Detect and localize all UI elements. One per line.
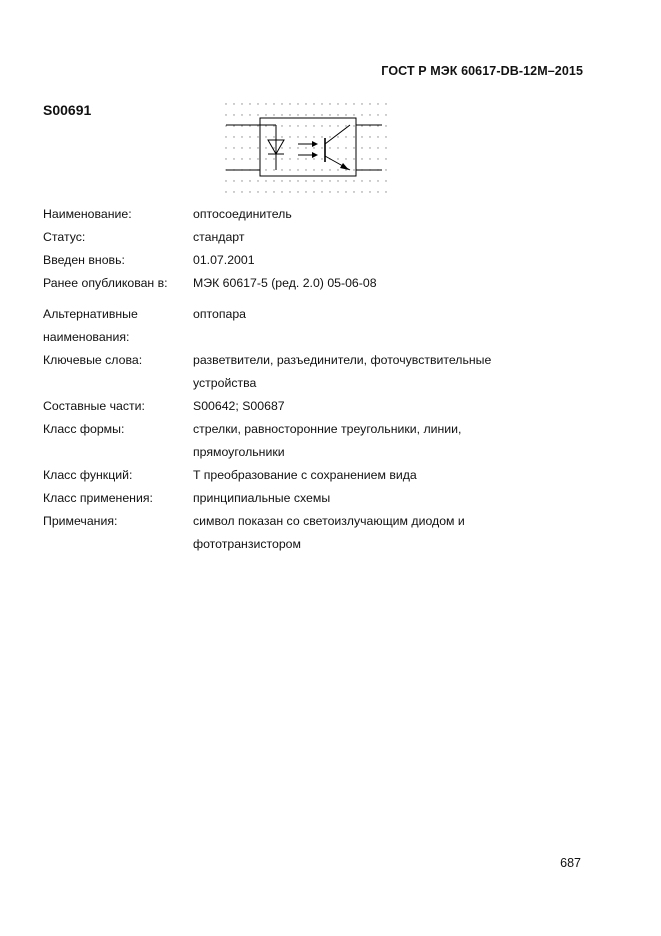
grid-dot xyxy=(265,103,266,104)
grid-dot xyxy=(297,125,298,126)
field-value: 01.07.2001 xyxy=(193,253,255,267)
grid-dot xyxy=(305,158,306,159)
grid-dot xyxy=(233,147,234,148)
field-value: стандарт xyxy=(193,230,245,244)
grid-dot xyxy=(289,136,290,137)
grid-dot xyxy=(385,158,386,159)
grid-dot xyxy=(257,103,258,104)
grid-dot xyxy=(241,136,242,137)
grid-dot xyxy=(329,103,330,104)
grid-dot xyxy=(377,114,378,115)
grid-dot xyxy=(321,158,322,159)
grid-dots xyxy=(225,103,386,192)
grid-dot xyxy=(273,125,274,126)
grid-dot xyxy=(369,136,370,137)
grid-dot xyxy=(337,136,338,137)
grid-dot xyxy=(305,103,306,104)
grid-dot xyxy=(337,158,338,159)
grid-dot xyxy=(265,191,266,192)
grid-dot xyxy=(353,103,354,104)
grid-dot xyxy=(321,136,322,137)
grid-dot xyxy=(377,191,378,192)
field-label: Класс функций: xyxy=(43,468,133,482)
grid-dot xyxy=(249,114,250,115)
grid-dot xyxy=(369,147,370,148)
grid-dot xyxy=(241,158,242,159)
grid-dot xyxy=(289,180,290,181)
grid-dot xyxy=(361,180,362,181)
grid-dot xyxy=(225,147,226,148)
grid-dot xyxy=(225,191,226,192)
grid-dot xyxy=(249,147,250,148)
field-row xyxy=(43,487,563,510)
grid-dot xyxy=(337,180,338,181)
grid-dot xyxy=(321,114,322,115)
light-arrowhead-2 xyxy=(312,152,318,158)
grid-dot xyxy=(249,136,250,137)
light-arrowhead-1 xyxy=(312,141,318,147)
grid-dot xyxy=(273,114,274,115)
grid-dot xyxy=(249,158,250,159)
grid-dot xyxy=(321,125,322,126)
grid-dot xyxy=(281,125,282,126)
grid-dot xyxy=(289,114,290,115)
grid-dot xyxy=(249,191,250,192)
grid-dot xyxy=(241,191,242,192)
field-value: оптосоединитель xyxy=(193,207,292,221)
grid-dot xyxy=(313,169,314,170)
grid-dot xyxy=(273,191,274,192)
grid-dot xyxy=(289,103,290,104)
grid-dot xyxy=(385,191,386,192)
field-row xyxy=(43,303,563,349)
grid-dot xyxy=(313,125,314,126)
field-value: T преобразование с сохранением вида xyxy=(193,468,417,482)
grid-dot xyxy=(265,114,266,115)
grid-dot xyxy=(281,191,282,192)
field-row xyxy=(43,249,563,272)
grid-dot xyxy=(225,180,226,181)
grid-dot xyxy=(377,158,378,159)
grid-dot xyxy=(241,180,242,181)
grid-dot xyxy=(377,147,378,148)
grid-dot xyxy=(377,136,378,137)
grid-dot xyxy=(353,191,354,192)
field-label: Введен вновь: xyxy=(43,253,125,267)
document-header: ГОСТ Р МЭК 60617-DB-12M–2015 xyxy=(381,64,583,78)
grid-dot xyxy=(385,114,386,115)
grid-dot xyxy=(257,136,258,137)
grid-dot xyxy=(369,191,370,192)
grid-dot xyxy=(273,103,274,104)
grid-dot xyxy=(361,125,362,126)
field-label: Ранее опубликован в: xyxy=(43,276,168,290)
grid-dot xyxy=(233,158,234,159)
field-value: стрелки, равносторонние треугольники, линии, прямоугольники xyxy=(193,422,462,459)
grid-dot xyxy=(337,103,338,104)
grid-dot xyxy=(257,180,258,181)
grid-dot xyxy=(225,114,226,115)
grid-dot xyxy=(225,125,226,126)
grid-dot xyxy=(233,180,234,181)
grid-dot xyxy=(361,114,362,115)
field-row xyxy=(43,226,563,249)
grid-dot xyxy=(257,125,258,126)
page-number: 687 xyxy=(560,856,581,870)
grid-dot xyxy=(361,191,362,192)
grid-dot xyxy=(313,191,314,192)
grid-dot xyxy=(281,103,282,104)
grid-dot xyxy=(313,136,314,137)
grid-dot xyxy=(329,125,330,126)
grid-dot xyxy=(249,125,250,126)
grid-dot xyxy=(225,136,226,137)
grid-dot xyxy=(241,103,242,104)
grid-dot xyxy=(249,103,250,104)
grid-dot xyxy=(329,169,330,170)
grid-dot xyxy=(385,169,386,170)
grid-dot xyxy=(297,103,298,104)
grid-dot xyxy=(353,158,354,159)
grid-dot xyxy=(273,169,274,170)
grid-dot xyxy=(257,191,258,192)
grid-dot xyxy=(305,136,306,137)
grid-dot xyxy=(273,180,274,181)
field-row xyxy=(43,510,563,556)
grid-dot xyxy=(329,136,330,137)
field-row xyxy=(43,349,563,395)
field-row xyxy=(43,272,563,295)
field-row xyxy=(43,464,563,487)
attribute-list xyxy=(43,203,563,556)
grid-dot xyxy=(377,125,378,126)
grid-dot xyxy=(321,147,322,148)
grid-dot xyxy=(233,103,234,104)
grid-dot xyxy=(281,158,282,159)
grid-dot xyxy=(265,169,266,170)
grid-dot xyxy=(353,180,354,181)
grid-dot xyxy=(385,103,386,104)
field-label: Класс формы: xyxy=(43,422,125,436)
grid-dot xyxy=(377,180,378,181)
grid-dot xyxy=(281,136,282,137)
grid-dot xyxy=(337,191,338,192)
field-row xyxy=(43,395,563,418)
grid-dot xyxy=(377,103,378,104)
grid-dot xyxy=(241,125,242,126)
grid-dot xyxy=(353,136,354,137)
grid-dot xyxy=(233,136,234,137)
grid-dot xyxy=(385,125,386,126)
field-label: Статус: xyxy=(43,230,86,244)
grid-dot xyxy=(313,103,314,104)
field-label: Класс применения: xyxy=(43,491,153,505)
grid-dot xyxy=(385,136,386,137)
grid-dot xyxy=(305,114,306,115)
field-value: принципиальные схемы xyxy=(193,491,331,505)
grid-dot xyxy=(313,180,314,181)
grid-dot xyxy=(361,158,362,159)
grid-dot xyxy=(241,147,242,148)
grid-dot xyxy=(289,147,290,148)
grid-dot xyxy=(297,158,298,159)
grid-dot xyxy=(345,147,346,148)
grid-dot xyxy=(345,158,346,159)
grid-dot xyxy=(297,191,298,192)
grid-dot xyxy=(281,180,282,181)
grid-dot xyxy=(369,180,370,181)
field-value: разветвители, разъединители, фоточувствительные устройства xyxy=(193,353,492,390)
grid-dot xyxy=(369,158,370,159)
grid-dot xyxy=(257,147,258,148)
grid-dot xyxy=(321,180,322,181)
grid-dot xyxy=(281,169,282,170)
grid-dot xyxy=(345,114,346,115)
grid-dot xyxy=(321,103,322,104)
transistor-collector xyxy=(325,125,350,144)
grid-dot xyxy=(297,169,298,170)
field-label: Примечания: xyxy=(43,514,118,528)
grid-dot xyxy=(273,158,274,159)
grid-dot xyxy=(305,125,306,126)
grid-dot xyxy=(273,136,274,137)
grid-dot xyxy=(281,114,282,115)
grid-dot xyxy=(329,191,330,192)
grid-dot xyxy=(305,147,306,148)
grid-dot xyxy=(297,136,298,137)
grid-dot xyxy=(265,125,266,126)
grid-dot xyxy=(233,114,234,115)
grid-dot xyxy=(249,180,250,181)
emitter-arrowhead xyxy=(340,163,349,170)
grid-dot xyxy=(305,180,306,181)
field-row xyxy=(43,418,563,464)
grid-dot xyxy=(321,169,322,170)
grid-dot xyxy=(337,114,338,115)
grid-dot xyxy=(361,103,362,104)
grid-dot xyxy=(233,125,234,126)
grid-dot xyxy=(233,191,234,192)
grid-dot xyxy=(337,169,338,170)
field-label: Альтернативные наименования: xyxy=(43,307,138,344)
grid-dot xyxy=(337,147,338,148)
grid-dot xyxy=(385,180,386,181)
field-value: S00642; S00687 xyxy=(193,399,285,413)
grid-dot xyxy=(225,158,226,159)
grid-dot xyxy=(345,169,346,170)
grid-dot xyxy=(241,114,242,115)
grid-dot xyxy=(313,114,314,115)
grid-dot xyxy=(353,125,354,126)
grid-dot xyxy=(345,180,346,181)
grid-dot xyxy=(369,125,370,126)
field-row xyxy=(43,203,563,226)
field-label: Наименование: xyxy=(43,207,132,221)
symbol-code: S00691 xyxy=(43,102,92,118)
grid-dot xyxy=(337,125,338,126)
grid-dot xyxy=(305,169,306,170)
grid-dot xyxy=(297,180,298,181)
grid-dot xyxy=(385,147,386,148)
grid-dot xyxy=(265,147,266,148)
grid-dot xyxy=(361,136,362,137)
grid-dot xyxy=(273,147,274,148)
grid-dot xyxy=(329,114,330,115)
grid-dot xyxy=(281,147,282,148)
grid-dot xyxy=(297,147,298,148)
grid-dot xyxy=(361,147,362,148)
grid-dot xyxy=(305,191,306,192)
field-label: Ключевые слова: xyxy=(43,353,143,367)
optocoupler-symbol-icon xyxy=(222,100,394,196)
grid-dot xyxy=(289,191,290,192)
grid-dot xyxy=(225,103,226,104)
grid-dot xyxy=(369,114,370,115)
field-value: МЭК 60617-5 (ред. 2.0) 05-06-08 xyxy=(193,276,377,290)
grid-dot xyxy=(345,136,346,137)
grid-dot xyxy=(257,114,258,115)
grid-dot xyxy=(297,114,298,115)
grid-dot xyxy=(265,158,266,159)
grid-dot xyxy=(265,180,266,181)
grid-dot xyxy=(353,114,354,115)
grid-dot xyxy=(369,103,370,104)
grid-dot xyxy=(313,147,314,148)
field-label: Составные части: xyxy=(43,399,145,413)
field-value: оптопара xyxy=(193,307,247,321)
grid-dot xyxy=(313,158,314,159)
grid-dot xyxy=(289,158,290,159)
grid-dot xyxy=(265,136,266,137)
field-value: символ показан со светоизлучающим диодом и фототранзистором xyxy=(193,514,465,551)
grid-dot xyxy=(345,191,346,192)
grid-dot xyxy=(329,180,330,181)
grid-dot xyxy=(257,158,258,159)
grid-dot xyxy=(289,125,290,126)
grid-dot xyxy=(345,125,346,126)
grid-dot xyxy=(353,147,354,148)
grid-dot xyxy=(345,103,346,104)
grid-dot xyxy=(353,169,354,170)
grid-dot xyxy=(289,169,290,170)
grid-dot xyxy=(321,191,322,192)
grid-dot xyxy=(329,147,330,148)
